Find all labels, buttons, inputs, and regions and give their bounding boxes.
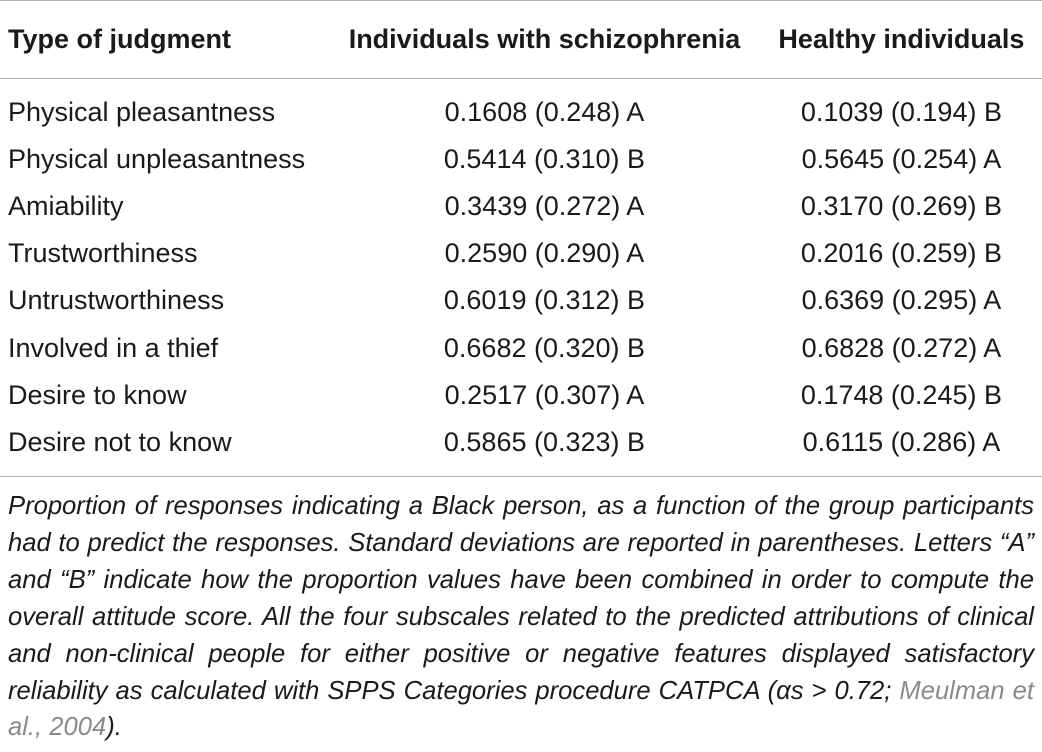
cell-schizophrenia-value: 0.5414 (0.310) B [443,144,646,175]
table-row [0,324,1042,371]
cell-judgment: Physical pleasantness [8,97,276,128]
cell-judgment: Desire to know [8,379,187,410]
table-row [0,277,1042,324]
cell-judgment: Physical unpleasantness [8,144,306,175]
table-row [0,372,1042,419]
cell-schizophrenia-value: 0.2517 (0.307) A [444,379,645,410]
header-individuals-with-schizophrenia: Individuals with schizophrenia [328,1,761,79]
table-caption [8,488,1034,746]
cell-judgment: Amiability [8,191,124,222]
cell-healthy-value: 0.1748 (0.245) B [800,379,1002,410]
cell-healthy-value: 0.2016 (0.259) B [800,238,1002,269]
cell-judgment: Involved in a thief [8,332,219,363]
caption-text: Proportion of responses indicating a Black person, as a function of the group participants had to predict the responses. Standard deviations are reported in parentheses. Letters “A” and “B” indicate how the proportion values have been combined in order to compute the overall attitude score. All the four subscales related to the predicted attributions of clinical and non-clinical people for either positive or negative features displayed satisfactory reliability as calculated with SPPS Categories procedure CATPCA (αs > 0.72; [8,492,1034,705]
table-row [0,79,1042,137]
table-row [0,230,1042,277]
cell-healthy-value: 0.5645 (0.254) A [801,144,1002,175]
cell-schizophrenia-value: 0.6682 (0.320) B [443,332,646,363]
caption-closing: ). [106,713,122,742]
table-row [0,136,1042,183]
cell-schizophrenia-value: 0.1608 (0.248) A [444,97,645,128]
cell-schizophrenia-value: 0.3439 (0.272) A [444,191,645,222]
cell-healthy-value: 0.6828 (0.272) A [801,332,1002,363]
cell-judgment: Desire not to know [0,419,328,477]
header-type-of-judgment: Type of judgment [0,1,328,79]
cell-judgment: Trustworthiness [8,238,198,269]
cell-healthy-value: 0.6115 (0.286) A [761,419,1042,477]
cell-healthy-value: 0.6369 (0.295) A [801,285,1002,316]
cell-healthy-value: 0.1039 (0.194) B [800,97,1002,128]
table-row [0,183,1042,230]
cell-schizophrenia-value: 0.2590 (0.290) A [444,238,645,269]
cell-schizophrenia-value: 0.6019 (0.312) B [443,285,646,316]
cell-healthy-value: 0.3170 (0.269) B [800,191,1002,222]
cell-judgment: Untrustworthiness [8,285,225,316]
header-healthy-individuals: Healthy individuals [761,1,1042,79]
header-row [0,1,1042,79]
table-row [0,419,1042,477]
citation-link[interactable]: Meulman et al., 2004 [8,676,1034,742]
cell-schizophrenia-value: 0.5865 (0.323) B [328,419,761,477]
